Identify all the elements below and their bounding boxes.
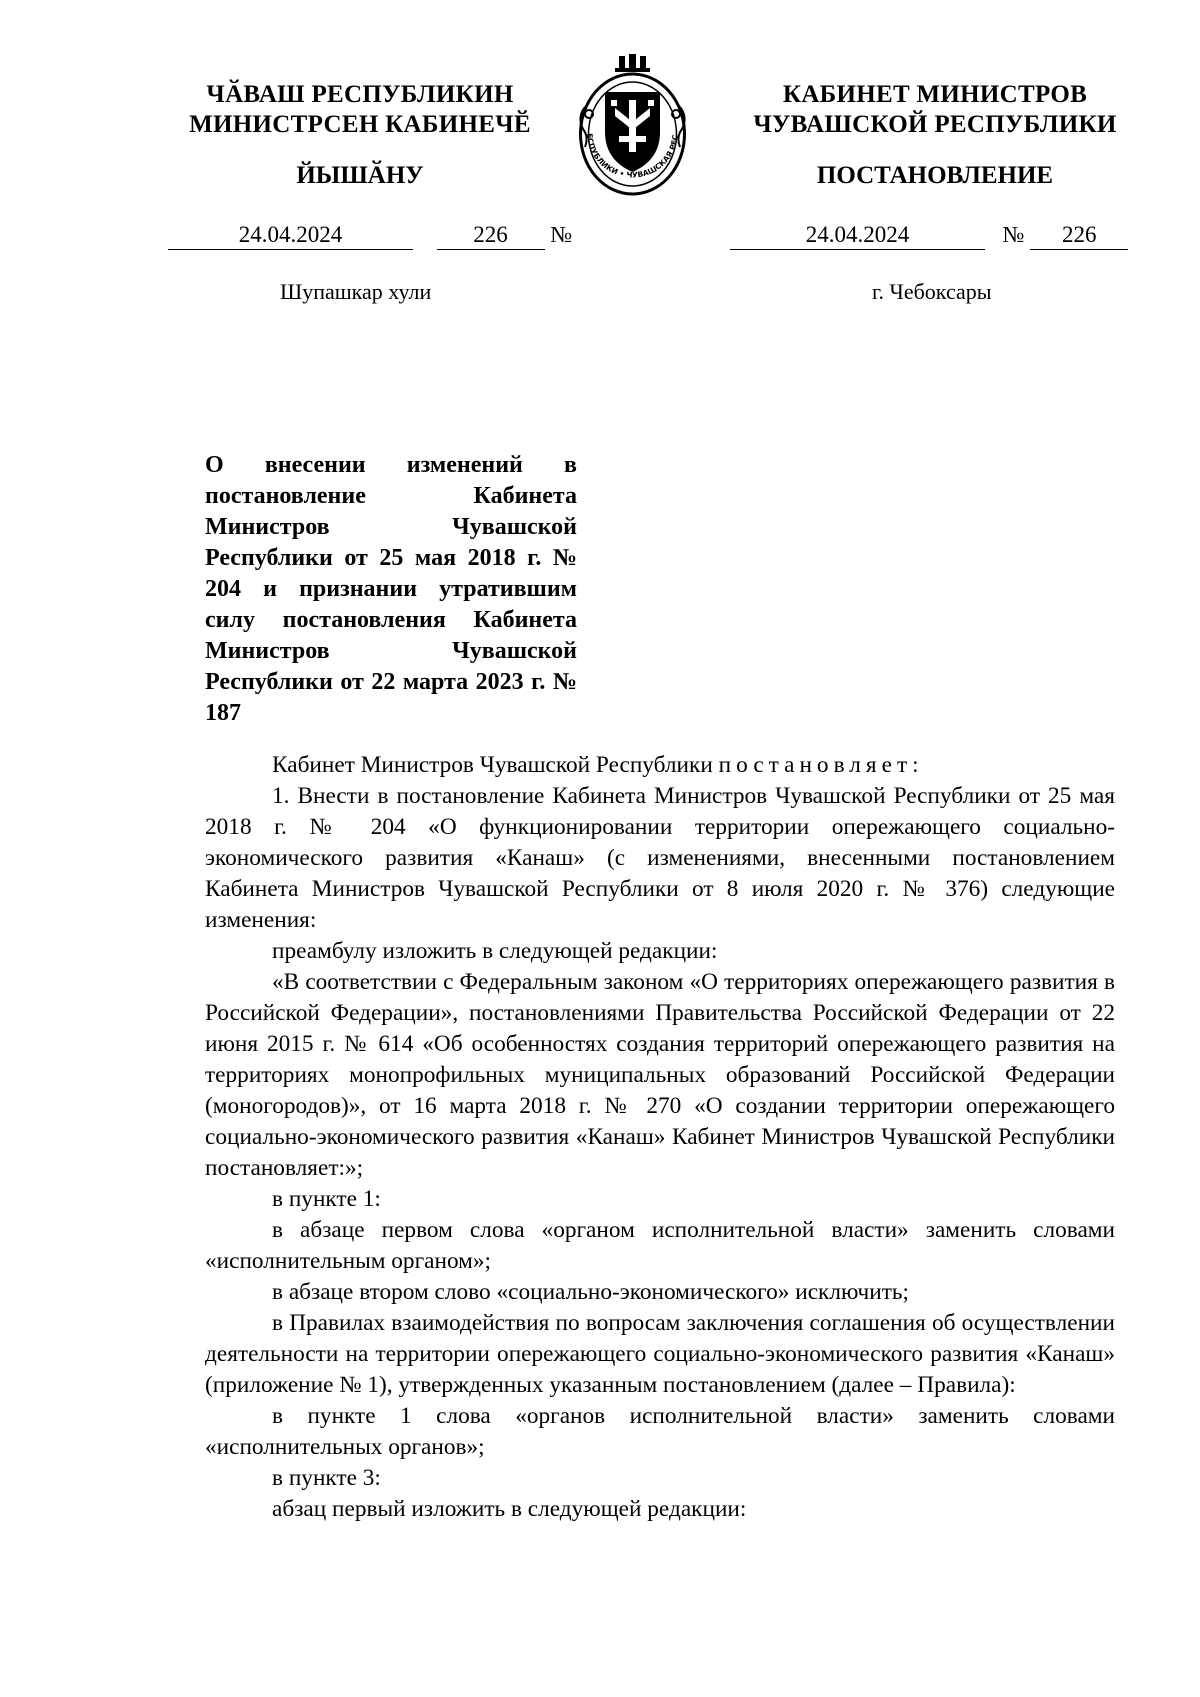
body-paragraph: абзац первый изложить в следующей редакции: xyxy=(272,1496,747,1522)
right-place: г. Чебоксары xyxy=(872,279,992,304)
body-intro xyxy=(205,750,1115,781)
right-number: 226 xyxy=(1030,221,1128,250)
left-number: 226 xyxy=(437,221,545,250)
body-paragraph: в пункте 1 слова «органов исполнительной власти» заменить словами «исполнительных органов»; xyxy=(205,1403,1115,1460)
body-paragraph: в пункте 3: xyxy=(272,1465,381,1491)
header-right-line1: КАБИНЕТ МИНИСТРОВ xyxy=(782,81,1088,108)
body-paragraph: «В соответствии с Федеральным законом «О территориях опережающего развития в Российской Федерации», постановлениями Правительства Российской Федерации от 22 июня 2015 г. № 614 «Об особенностях создания территорий опережающего развития на территориях монопрофильных муниципальных образований Российской Федерации (моногородов)», от 16 марта 2018 г. № 270 «О создании территории опережающего социально-экономического развития «Канаш» Кабинет Министров Чувашской Республики постановляет:»; xyxy=(205,969,1115,1181)
emblem-ring-text: ЕСПУБЛИКИ • ЧУВАШСКАЯ РЕС xyxy=(584,132,680,180)
left-number-line xyxy=(168,220,572,250)
body-paragraph: в Правилах взаимодействия по вопросам заключения соглашения об осуществлении деятельности на территории опережающего социально-экономического развития «Канаш» (приложение № 1), утвержденных указанным постановлением (далее – Правила): xyxy=(205,1310,1115,1398)
header-left-title xyxy=(165,80,555,140)
right-no-sign: № xyxy=(1002,222,1025,247)
body-intro-decree: постановляет: xyxy=(718,752,924,778)
body-paragraph: в абзаце втором слово «социально-экономического» исключить; xyxy=(272,1279,909,1305)
header-right-title xyxy=(725,80,1145,140)
left-place: Шупашкар хули xyxy=(280,279,432,304)
header-right-doctype: ПОСТАНОВЛЕНИЕ xyxy=(816,162,1054,189)
left-date: 24.04.2024 xyxy=(168,221,413,250)
document-title: О внесении изменений в постановление Кабинета Министров Чувашской Республики от 25 мая 2018 г. № 204 и признании утратившим силу постановления Кабинета Министров Чувашской Республики от 22 марта 2023 г. № 187 xyxy=(205,452,577,726)
left-no-sign: № xyxy=(550,222,573,247)
header-left-doctype: ЙЫШӐНУ xyxy=(296,162,424,189)
header-right-line2: ЧУВАШСКОЙ РЕСПУБЛИКИ xyxy=(753,111,1117,138)
right-number-line xyxy=(730,220,1128,250)
body-intro-prefix: Кабинет Министров Чувашской Республики xyxy=(272,752,719,778)
body-paragraph: преамбулу изложить в следующей редакции: xyxy=(272,938,718,964)
header-left-line2: МИНИСТРСЕН КАБИНЕЧӖ xyxy=(189,111,531,138)
header-left-line1: ЧӐВАШ РЕСПУБЛИКИН xyxy=(206,81,514,108)
body-paragraph: в пункте 1: xyxy=(272,1186,381,1212)
chuvashia-coat-of-arms-icon xyxy=(565,52,700,202)
body-paragraph: 1. Внести в постановление Кабинета Министров Чувашской Республики от 25 мая 2018 г. № 204 «О функционировании территории опережающего социально-экономического развития «Канаш» (с изменениями, внесенными постановлением Кабинета Министров Чувашской Республики от 8 июля 2020 г. № 376) следующие изменения: xyxy=(205,783,1115,933)
right-date: 24.04.2024 xyxy=(730,221,985,250)
document-body xyxy=(205,750,1115,1525)
body-paragraph: в абзаце первом слова «органом исполнительной власти» заменить словами «исполнительным органом»; xyxy=(205,1217,1115,1274)
